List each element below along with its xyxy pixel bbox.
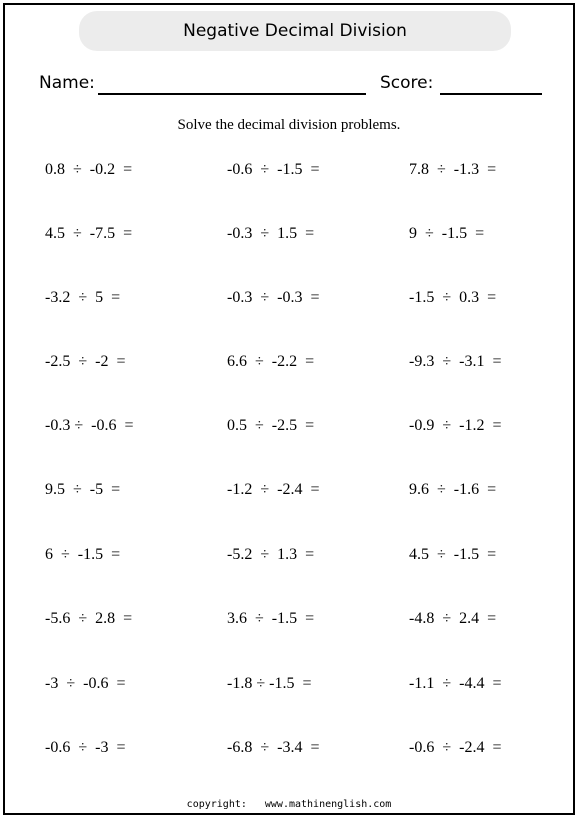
problem: 7.8 ÷ -1.3 = bbox=[409, 161, 497, 178]
problem: 6 ÷ -1.5 = bbox=[45, 546, 121, 563]
problem: -0.6 ÷ -1.5 = bbox=[227, 161, 320, 178]
copyright-label: copyright: bbox=[186, 799, 247, 810]
problem-row bbox=[45, 610, 555, 640]
problem: -3 ÷ -0.6 = bbox=[45, 675, 126, 692]
problem: 0.5 ÷ -2.5 = bbox=[227, 417, 315, 434]
name-label: Name: bbox=[39, 73, 95, 93]
problem-row bbox=[45, 353, 555, 383]
problem-grid bbox=[45, 161, 555, 771]
problem: -9.3 ÷ -3.1 = bbox=[409, 353, 502, 370]
problem: 4.5 ÷ -7.5 = bbox=[45, 225, 133, 242]
problem-row bbox=[45, 739, 555, 769]
problem-row bbox=[45, 546, 555, 576]
problem-row bbox=[45, 289, 555, 319]
worksheet-title: Negative Decimal Division bbox=[79, 11, 511, 51]
problem: 6.6 ÷ -2.2 = bbox=[227, 353, 315, 370]
problem: 9.6 ÷ -1.6 = bbox=[409, 481, 497, 498]
problem: -1.8 ÷ -1.5 = bbox=[227, 675, 312, 692]
problem: -1.1 ÷ -4.4 = bbox=[409, 675, 502, 692]
problem: -0.9 ÷ -1.2 = bbox=[409, 417, 502, 434]
problem: -3.2 ÷ 5 = bbox=[45, 289, 121, 306]
problem: -1.5 ÷ 0.3 = bbox=[409, 289, 497, 306]
problem: 9 ÷ -1.5 = bbox=[409, 225, 485, 242]
problem: -0.6 ÷ -3 = bbox=[45, 739, 126, 756]
score-blank-line[interactable] bbox=[440, 93, 542, 95]
problem: -0.3 ÷ 1.5 = bbox=[227, 225, 315, 242]
problem-row bbox=[45, 161, 555, 191]
problem: -5.6 ÷ 2.8 = bbox=[45, 610, 133, 627]
problem: 4.5 ÷ -1.5 = bbox=[409, 546, 497, 563]
name-blank-line[interactable] bbox=[98, 93, 366, 95]
problem-row bbox=[45, 417, 555, 447]
problem: -0.3 ÷ -0.3 = bbox=[227, 289, 320, 306]
problem: -6.8 ÷ -3.4 = bbox=[227, 739, 320, 756]
problem: -5.2 ÷ 1.3 = bbox=[227, 546, 315, 563]
name-score-row bbox=[39, 73, 549, 99]
problem-row bbox=[45, 481, 555, 511]
site-link[interactable]: www.mathinenglish.com bbox=[264, 799, 392, 810]
problem-row bbox=[45, 675, 555, 705]
problem-row bbox=[45, 225, 555, 255]
score-label: Score: bbox=[380, 73, 434, 93]
problem: -4.8 ÷ 2.4 = bbox=[409, 610, 497, 627]
problem: -0.6 ÷ -2.4 = bbox=[409, 739, 502, 756]
footer bbox=[5, 799, 573, 810]
problem: -1.2 ÷ -2.4 = bbox=[227, 481, 320, 498]
problem: 3.6 ÷ -1.5 = bbox=[227, 610, 315, 627]
problem: 9.5 ÷ -5 = bbox=[45, 481, 121, 498]
instructions: Solve the decimal division problems. bbox=[177, 117, 401, 133]
problem: 0.8 ÷ -0.2 = bbox=[45, 161, 133, 178]
problem: -0.3 ÷ -0.6 = bbox=[45, 417, 134, 434]
problem: -2.5 ÷ -2 = bbox=[45, 353, 126, 370]
worksheet bbox=[3, 3, 575, 815]
